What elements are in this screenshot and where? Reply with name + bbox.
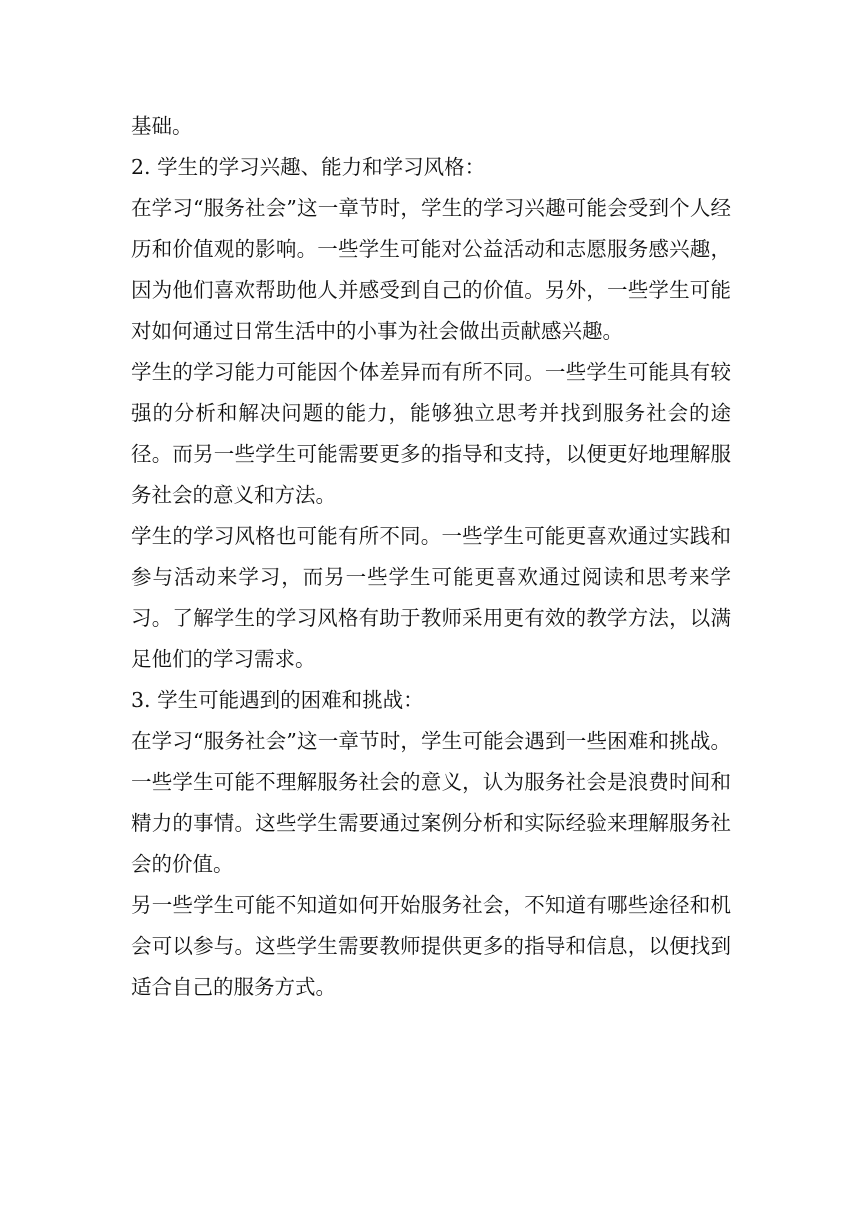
section-heading-3: 3. 学生可能遇到的困难和挑战：: [131, 688, 424, 712]
paragraph-guidance: 另一些学生可能不知道如何开始服务社会，不知道有哪些途径和机会可以参与。这些学生需要教师提供更多的指导和信息，以便找到适合自己的服务方式。: [131, 893, 731, 999]
paragraph-difficulties: 在学习“服务社会”这一章节时，学生可能会遇到一些困难和挑战。一些学生可能不理解服务社会的意义，认为服务社会是浪费时间和精力的事情。这些学生需要通过案例分析和实际经验来理解服务社会的价值。: [131, 729, 731, 876]
paragraph-interest: 在学习“服务社会”这一章节时，学生的学习兴趣可能会受到个人经历和价值观的影响。一些学生可能对公益活动和志愿服务感兴趣，因为他们喜欢帮助他人并感受到自己的价值。另外，一些学生可能对如何通过日常生活中的小事为社会做出贡献感兴趣。: [131, 196, 731, 343]
paragraph-continuation: 基础。: [131, 114, 193, 138]
paragraph-style: 学生的学习风格也可能有所不同。一些学生可能更喜欢通过实践和参与活动来学习，而另一些学生可能更喜欢通过阅读和思考来学习。了解学生的学习风格有助于教师采用更有效的教学方法，以满足他们的学习需求。: [131, 524, 731, 671]
document-body: [131, 106, 731, 1008]
section-heading-2: 2. 学生的学习兴趣、能力和学习风格：: [131, 155, 486, 179]
paragraph-ability: 学生的学习能力可能因个体差异而有所不同。一些学生可能具有较强的分析和解决问题的能力，能够独立思考并找到服务社会的途径。而另一些学生可能需要更多的指导和支持，以便更好地理解服务社会的意义和方法。: [131, 360, 731, 507]
